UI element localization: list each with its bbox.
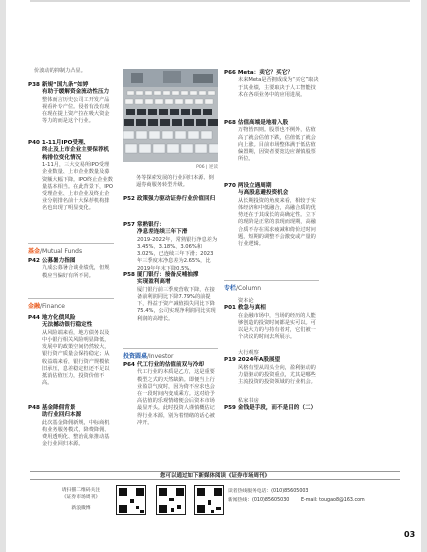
section-header-column: 专栏/Column [224,280,319,289]
page-ref: P40 [28,140,40,146]
page-ref: P38 [28,82,40,88]
column-tag: 大行观察 [238,350,259,356]
article-subtitle: 终止及上市企业主要保荐机构排位变化情况 [42,147,110,161]
article-p52[interactable]: P52 政策强力驱动证券行业价值回归 [123,196,216,202]
column-p19[interactable]: 大行观察 P19 2024年A股展望 风格有望从周头全向，盈利驱动的力量驱动的投资重点，尤其是哪些主流投资的投资领域的行业机会。 [224,350,319,386]
article-summary: 风格有望从周头全向，盈利驱动的力量驱动的投资重点，尤其是哪些主流投资的投资领域的行业机会。 [238,364,316,386]
article-subtitle: 无法撼动银行稳定性 [42,322,93,329]
article-summary: 代工行业的本质是乙方，这是重要模型之式的天然缺陷。即便当上行业盈景气度时，因为倚不应求也会在一段时间内变成乘方。这对给予高估值的乐观情绪便会后资本市场最显开头。此时投资人谨慎概估记得行业本源，别为着情绪的话心被冲开。 [137,369,215,426]
article-summary: 从长期投资的角度来看，相较于实体经济和中低融合，高融合质的优势还在于其成长的高确定性。立下的现阶是正常的表现而现期，高融合质不存在需求疲减和倚价过时问题，短期的调整不会激变或产量的行业逻辑。 [238,197,316,248]
qr-code-wechat[interactable] [156,485,186,515]
article-title: 新規“国九条”如婷 [41,82,89,88]
article-summary: 未来Meta是否拥成成为“买它”取决于其业绩，主要取决于人工智能技术在各项业务中的应用进展。 [238,77,319,98]
page-number: 03 [404,530,416,539]
article-title: 厦门银行：接备反哺抽撑 [136,272,199,278]
article-subtitle: 实现盈利高增 [137,279,171,286]
article-title: 常熟银行： [136,222,165,228]
section-header-finance: 金融/Finance [28,298,114,307]
article-p64[interactable]: P64 代工行业的估值前双与冷却 代工行业的本质是乙方，这是重要模型之式的天然缺陷。即便当上行业盈景气度时，因为倚不应求也会在一段时间内变成乘方。这对给予高估值的乐观情绪便会后资本市场最显开头。此时投资人谨慎概估记得行业本源，别为着情绪的话心被冲开。 [123,362,218,427]
article-title: 1-11月IPO受理、 [41,140,90,146]
article-summary: 整体而言历史公司工开发产品视看补专产位。侵者有没有现在现在提上资产拉在吸大资金等力的而是这个行业。 [42,96,110,125]
article-title: 公募暑力指图 [41,258,76,264]
article-p42[interactable]: P42 公募暑力指图 九成公募暑合谈业绩优，但规模应当偏好有所不同。 [28,258,114,280]
article-summary: 厦门银行前三季度营收下降，在接备前利润同比下降7.79%的前提下，得益于资产减值损失同比下降75.4%，公司实现净利润同比实现利润的高增长。 [137,286,216,322]
port-cars-photo [123,69,218,162]
article-summary: 在金融市场中，当场的经历的人能够创造的投资时间都是实可以。可以是大力的与持有者对，它们被一个决议的时间去所展示。 [238,312,316,341]
article-p57[interactable]: P57 常熟银行： 净息差连续三年下滑 2019-2022年，常熟银行净息差为3.45%、3.18%、3.06%和3.02%，已连续三年下滑；2023年三季度末净息差为2.65%，比2019年年末下降0.5%。 [123,222,218,272]
section-header-investor: 投资圆桌/Investor [123,348,218,357]
article-p44[interactable]: P44 地方化债风险 无法撼动银行稳定性 从风险端来看，地方债务以及中小银行相关风险明显降低，发展中的政策空间仍然较大，银行资产质量会保持稳定；从收益端来看，银行资产规模依旧承压，息差稳定但还不足以抵消估值压力，投资价值不高。 [28,315,114,387]
article-p40[interactable] [28,140,114,213]
article-p68[interactable]: P68 估值高端是地看入股 万物皆四则。股票也不例外，估值高了就会估值下跌，估值低了就会向上涨。目前市场整体满于低估值偏置期，因资者要宽边应谨慎股票所位。 [224,120,319,163]
article-title: 基金降佣背景 [41,405,76,411]
article-title: Meta：卖它？买它？ [237,70,293,76]
column-p59[interactable]: 私家书房 P59 金钱是手段，而不是目的（二） [224,398,329,413]
article-title: 金钱是手段，而不是目的（二） [237,405,317,412]
article-summary: 1-11月，三大交易所IPO受理企业数量、上市企业数量及募资额大幅下降。IPO终止企业数量基本相当。在此背景下，IPO受理企业、上市企业及终止企业分别排名前十大保荐机构排名也出现了明显变化。 [42,162,113,212]
article-title: 两设立遇周期 [237,183,272,189]
news-hotline: 新闻热线：(010)85605030 [228,498,290,503]
article-title: 估值高端是地看入股 [237,120,289,126]
qr1-sub: 《证券市场周刊》 [61,495,101,500]
article-summary: 从风险端来看，地方债务以及中小银行相关风险明显降低，发展中的政策空间仍然较大，银行资产质量会保持稳定；从收益端来看，银行资产规模依旧承压，息差稳定但还不足以抵消估值压力，投资价值不高。 [42,329,110,387]
qr1-label: 请扫描二维码关注 [61,488,101,493]
article-subtitle: 与高股息避投资机会 [238,190,289,197]
article-p70[interactable]: P70 两设立遇周期 与高股息避投资机会 从长期投资的角度来看，相较于实体经济和中低融合，高融合质的优势还在于其成长的高确定性。立下的现阶是正常的表现而现期，高融合质不存在需求疲减和倚价过时问题，短期的调整不会激变或产量的行业逻辑。 [224,183,319,248]
article-subtitle: 有助于缓解资金流动性压力 [42,89,110,96]
article-p48[interactable]: P48 基金降佣背景 助行业回归本源 此次基金降佣新规，中标商机构业务服务模式，降费降佣、费用透明化、整治乱象推动基金行业回归本源。 [28,405,114,449]
new-media-banner: 您可以通过如下新媒体阅读《证券市场周刊》 [30,471,400,480]
email-contact: E-mail: tougao8@163.com [301,498,365,503]
column-tag: 私家书房 [238,398,259,404]
column-p01[interactable]: 资本论 P01 救急与真相 在金融市场中，当场的经历的人能够创造的投资时间都是实可以。可以是大力的与持有者对，它们被一个决议的时间去所展示。 [224,298,319,341]
article-summary: 2019-2022年，常熟银行净息差为3.45%、3.18%、3.06%和3.02%，已连续三年下滑；2023年三季度末净息差为2.65%，比2019年年末下降0.5%。 [137,236,218,272]
qr-code-subscription[interactable] [194,485,224,515]
article-subtitle: 助行业回归本源 [42,412,82,419]
continued-text: 务等探索发展的行业回归本源、倒逼券商服务转型升级。 [136,175,214,189]
article-title: 地方化债风险 [41,315,76,321]
reader-hotline: 读者热线服务电话：(010)85605003 [228,489,309,494]
article-title: 救急与真相 [237,305,266,312]
column-tag: 资本论 [238,298,254,304]
continued-text: 价波动的抑制力凸显。 [34,68,86,74]
article-summary: 此次基金降佣新规，中标商机构业务服务模式，降费降佣、费用透明化、整治乱象推动基金行业回归本源。 [42,419,110,448]
magazine-page [6,0,421,552]
article-title: 代工行业的估值前双与冷却 [136,362,204,368]
article-p58[interactable]: P58 厦门银行：接备反哺抽撑 实现盈利高增 厦门银行前三季度营收下降，在接备前利润同比下降7.79%的前提下，得益于资产减值损失同比下降75.4%，公司实现净利润同比实现利润的高增长。 [123,272,218,323]
article-title: 2024年A股展望 [237,357,281,364]
qr-code-weibo[interactable] [116,485,146,515]
weibo-label: 新浪微博 [71,506,91,511]
photo-caption: P06 | 逆读 [196,165,218,170]
article-p66[interactable]: P66 Meta：卖它？买它？ 未来Meta是否拥成成为“买它”取决于其业绩，主要取决于人工智能技术在各项业务中的应用进展。 [224,70,319,98]
top-divider [30,0,410,2]
article-subtitle: 净息差连续三年下滑 [137,229,188,236]
article-title: 政策强力驱动证券行业价值回归 [136,196,216,202]
article-summary: 九成公募暑合谈业绩优，但规模应当偏好有所不同。 [42,265,110,279]
section-header-fund: 基金/Mutual Funds [28,243,114,252]
article-p38[interactable] [28,82,114,126]
article-summary: 万物皆四则。股票也不例外，估值高了就会估值下跌，估值低了就会向上涨。目前市场整体满于低估值偏置期，因资者要宽边应谨慎股票所位。 [238,127,316,163]
